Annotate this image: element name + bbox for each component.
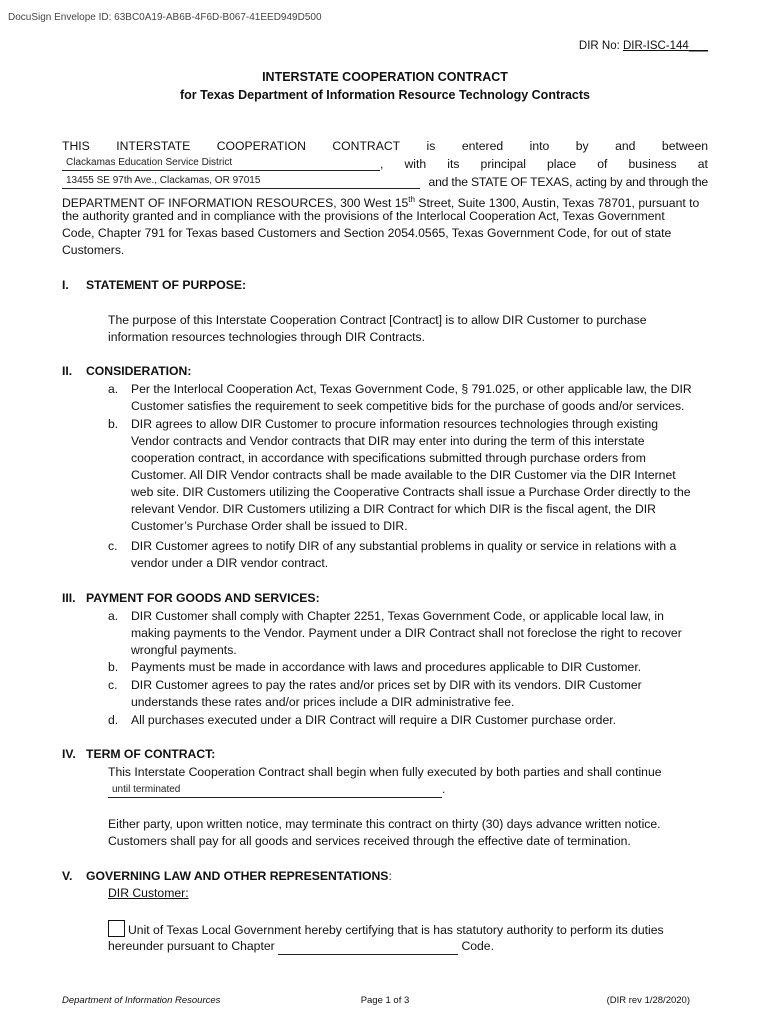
- dir-number-value: DIR-ISC-144: [622, 40, 689, 52]
- footer-revision: (DIR rev 1/28/2020): [606, 995, 690, 1006]
- customer-name-field[interactable]: Clackamas Education Service District: [62, 156, 380, 171]
- section-2-item-a: a. Per the Interlocal Cooperation Act, Texas Government Code, § 791.025, or other applicable law, the DIR Customer satisfies the requirement to seek competitive bids for the purchase of goods and/or services.: [108, 382, 692, 413]
- dir-number: DIR No: DIR-ISC-144___: [578, 40, 708, 52]
- section-3-item-c: c. DIR Customer agrees to pay the rates and/or prices set by DIR with its vendors. DIR Customer understands these rates and/or prices include a DIR administrative fee.: [108, 678, 642, 709]
- term-field[interactable]: until terminated: [108, 783, 442, 798]
- section-3-item-a: a. DIR Customer shall comply with Chapter 2251, Texas Government Code, or applicable local law, in making payments to the Vendor. Payment under a DIR Contract shall not foreclose the right to recover wrongful payments.: [108, 609, 682, 657]
- dir-customer-label: DIR Customer:: [108, 886, 189, 900]
- intro-line-1: THIS INTERSTATE COOPERATION CONTRACT is entered into by and between: [62, 139, 708, 153]
- section-3-heading: III. PAYMENT FOR GOODS AND SERVICES:: [62, 591, 320, 605]
- intro-line-6: Code, Chapter 791 for Texas based Customers and Section 2054.0565, Texas Government Code, for out of state: [62, 226, 672, 240]
- envelope-id: DocuSign Envelope ID: 63BC0A19-AB6B-4F6D-B067-41EED949D500: [8, 12, 322, 23]
- chapter-field[interactable]: [278, 941, 458, 955]
- intro-line-7: Customers.: [62, 243, 125, 257]
- section-2-heading: II. CONSIDERATION:: [62, 364, 192, 378]
- chapter-line: hereunder pursuant to Chapter Code.: [108, 939, 494, 953]
- local-government-checkbox[interactable]: [108, 920, 125, 937]
- intro-line-2: Clackamas Education Service District , with its principal place of business at: [62, 156, 708, 173]
- footer-page-number: Page 1 of 3: [360, 995, 410, 1006]
- section-3-item-b: b. Payments must be made in accordance with laws and procedures applicable to DIR Customer.: [108, 660, 642, 674]
- section-3-item-d: d. All purchases executed under a DIR Contract will require a DIR Customer purchase order.: [108, 713, 617, 727]
- term-line: until terminated .: [108, 781, 708, 798]
- section-1-body: The purpose of this Interstate Cooperation Contract [Contract] is to allow DIR Customer to purchase information resources technologies through DIR Contracts.: [108, 313, 647, 344]
- intro-line-4: DEPARTMENT OF INFORMATION RESOURCES, 300 West 15th Street, Suite 1300, Austin, Texas 78701, pursuant to: [62, 195, 700, 211]
- section-1-heading: I. STATEMENT OF PURPOSE:: [62, 278, 247, 292]
- dir-number-label: DIR No:: [578, 40, 623, 52]
- section-4-heading: IV. TERM OF CONTRACT:: [62, 747, 216, 761]
- customer-address-field[interactable]: 13455 SE 97th Ave., Clackamas, OR 97015: [62, 174, 420, 189]
- section-5-heading: V. GOVERNING LAW AND OTHER REPRESENTATIONS:: [62, 869, 392, 883]
- footer-department: Department of Information Resources: [62, 995, 221, 1006]
- intro-line-5: the authority granted and in compliance with the provisions of the Interlocal Cooperation Act, Texas Government: [62, 209, 665, 223]
- section-2-item-b: b. DIR agrees to allow DIR Customer to procure information resources technologies through existing Vendor contracts and Vendor contracts that DIR may enter into during the term of this interstate cooperation contract, in accordance with specifications submitted through purchase orders from Customer. All DIR Vendor contracts shall be made available to the DIR Customer via the DIR Internet web site. DIR Customers utilizing the Cooperative Contracts shall issue a Purchase Order directly to the relevant Vendor. DIR Customers utilizing a DIR Contract for which DIR is the fiscal agent, the DIR Customer’s Purchase Order shall be issued to DIR.: [108, 417, 691, 533]
- document-subtitle: for Texas Department of Information Resource Technology Contracts: [179, 88, 591, 102]
- intro-line-3: 13455 SE 97th Ave., Clackamas, OR 97015 and the STATE OF TEXAS, acting by and through the: [62, 174, 708, 191]
- document-title: INTERSTATE COOPERATION CONTRACT: [262, 70, 508, 84]
- section-4-body-1: This Interstate Cooperation Contract shall begin when fully executed by both parties and shall continue: [108, 765, 662, 779]
- section-2-item-c: c. DIR Customer agrees to notify DIR of any substantial problems in quality or service in relations with a vendor under a DIR vendor contract.: [108, 539, 677, 570]
- local-government-option: Unit of Texas Local Government hereby certifying that is has statutory authority to perform its duties: [108, 920, 708, 939]
- section-4-body-2: Either party, upon written notice, may terminate this contract on thirty (30) days advance written notice. Customers shall pay for all goods and services received through the effective date of termination.: [108, 817, 661, 848]
